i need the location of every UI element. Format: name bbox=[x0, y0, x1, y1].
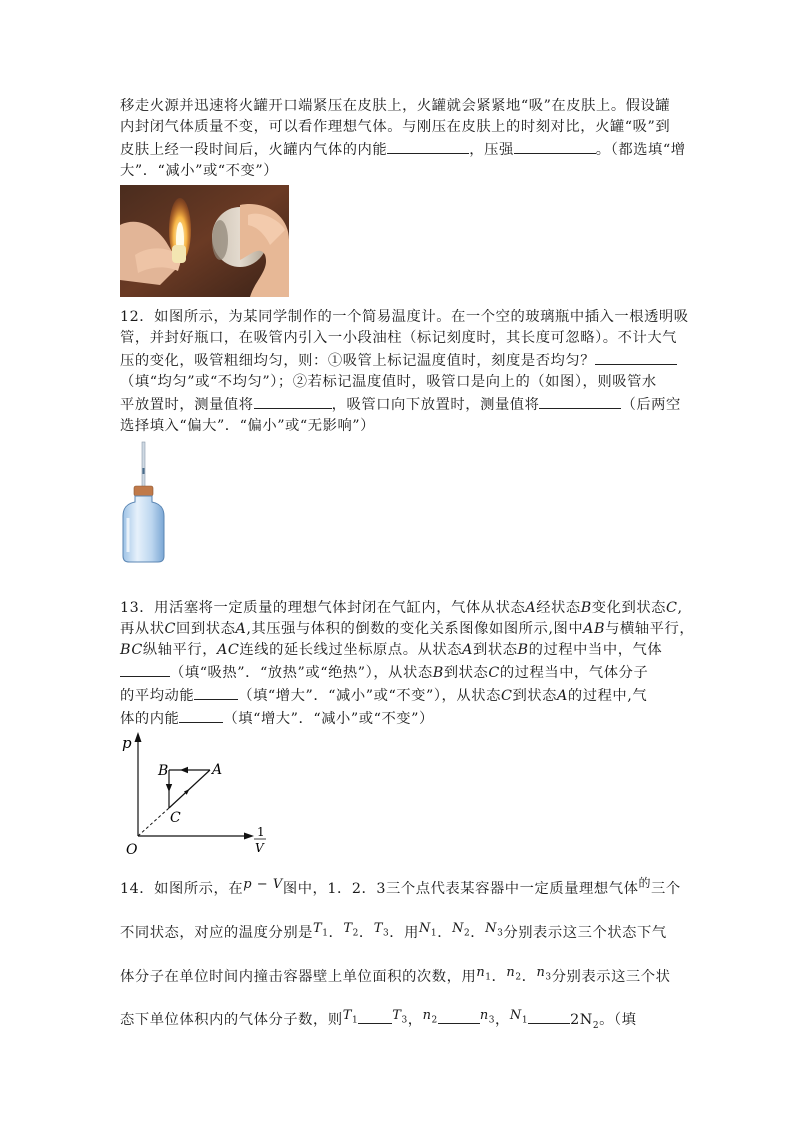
q14-line-3: 体分子在单位时间内撞击容器壁上单位面积的次数，用$n_1$．$n_2$．$n_3$分别表示这三个状 bbox=[120, 965, 671, 985]
q12-line-5: 平放置时，测量值将 ，吸管口向下放置时，测量值将 （后两空 bbox=[120, 393, 680, 416]
question-12-text bbox=[120, 307, 689, 437]
answer-blank-n1-2n2[interactable] bbox=[528, 1008, 570, 1024]
q11-line-1: 移走火源并迅速将火罐开口端紧压在皮肤上，火罐就会紧紧地“吸”在皮肤上。假设罐 bbox=[120, 98, 671, 114]
q11-line-2: 内封闭气体质量不变，可以看作理想气体。与刚压在皮肤上的时刻对比，火罐“吸”到 bbox=[120, 119, 671, 135]
answer-blank-internal-energy-ca[interactable] bbox=[179, 707, 223, 723]
question-13-text bbox=[120, 598, 695, 730]
answer-blank-pressure[interactable] bbox=[514, 138, 596, 154]
q14-line-1: 14．如图所示，在p − V图中，1．2．3三个点代表某容器中一定质量理想气体$^的$三个 bbox=[120, 876, 681, 897]
q12-line-1: 12．如图所示，为某同学制作的一个简易温度计。在一个空的玻璃瓶中插入一根透明吸 bbox=[120, 309, 689, 325]
answer-blank-horizontal[interactable] bbox=[254, 393, 332, 409]
answer-blank-downward[interactable] bbox=[539, 393, 621, 409]
answer-blank-kinetic-energy[interactable] bbox=[194, 684, 238, 700]
axis-label-p: p bbox=[122, 734, 132, 752]
answer-blank-heat[interactable] bbox=[120, 661, 170, 677]
q12-line-6: 选择填入“偏大”．“偏小”或“无影响”） bbox=[120, 418, 376, 434]
q13-line-5: 的平均动能 （填“增大”．“减小”或“不变”），从状态C到状态A的过程中,气 bbox=[120, 684, 680, 707]
q14-line-4: 态下单位体积内的气体分子数，则$T_1$ $T_3$，$n_2$ $n_3$，$N_1$ $2N_2$。（填 bbox=[120, 1008, 637, 1031]
answer-blank-uniform[interactable] bbox=[595, 349, 677, 365]
q13-line-3: BC纵轴平行，AC连线的延长线过坐标原点。从状态A到状态B的过程中当中，气体 bbox=[120, 642, 663, 658]
q13-line-6: 体的内能 （填“增大”．“减小”或“不变”） bbox=[120, 707, 680, 730]
origin-label: O bbox=[126, 842, 138, 858]
point-a-label: A bbox=[212, 762, 223, 778]
q11-line-4: 大”．“减小”或“不变”） bbox=[120, 163, 279, 179]
answer-blank-n2-n3[interactable] bbox=[438, 1008, 480, 1024]
pv-label: p − V bbox=[243, 877, 283, 892]
point-c-label: C bbox=[170, 810, 181, 826]
q13-line-2: 再从状C回到状态A,其压强与体积的倒数的变化关系图像如图所示,图中AB与横轴平行， bbox=[120, 621, 695, 637]
bottle-thermometer-figure bbox=[118, 440, 168, 565]
cupping-photo bbox=[120, 185, 289, 297]
q12-line-4: （填“均匀”或“不均匀”）；②若标记温度值时，吸管口是向上的（如图），则吸管水 bbox=[120, 374, 657, 390]
question-11-text bbox=[120, 96, 686, 182]
answer-blank-internal-energy[interactable] bbox=[387, 138, 469, 154]
q11-line-3: 皮肤上经一段时间后，火罐内气体的内能 ，压强 。（都选填“增 bbox=[120, 138, 680, 161]
q14-line-2: 不同状态，对应的温度分别是$T_1$．$T_2$．$T_3$．用$N_1$．$N_2$．$N_3$分别表示这三个状态下气 bbox=[120, 921, 667, 941]
q13-line-1: 13．用活塞将一定质量的理想气体封闭在气缸内，气体从状态A经状态B变化到状态C, bbox=[120, 600, 683, 616]
point-b-label: B bbox=[158, 763, 169, 779]
answer-blank-t1-t3[interactable] bbox=[358, 1008, 392, 1024]
q12-line-3: 压的变化，吸管粗细均匀，则：①吸管上标记温度值时，刻度是否均匀？ bbox=[120, 349, 680, 372]
q12-line-2: 管，并封好瓶口，在吸管内引入一小段油柱（标记刻度时，其长度可忽略）。不计大气 bbox=[120, 330, 678, 346]
axis-label-v: V bbox=[255, 841, 264, 855]
q13-line-4: （填“吸热”．“放热”或“绝热”），从状态B到状态C的过程当中，气体分子 bbox=[120, 661, 680, 684]
p-inverse-v-graph bbox=[118, 730, 278, 858]
axis-label-one: 1 bbox=[257, 825, 265, 839]
